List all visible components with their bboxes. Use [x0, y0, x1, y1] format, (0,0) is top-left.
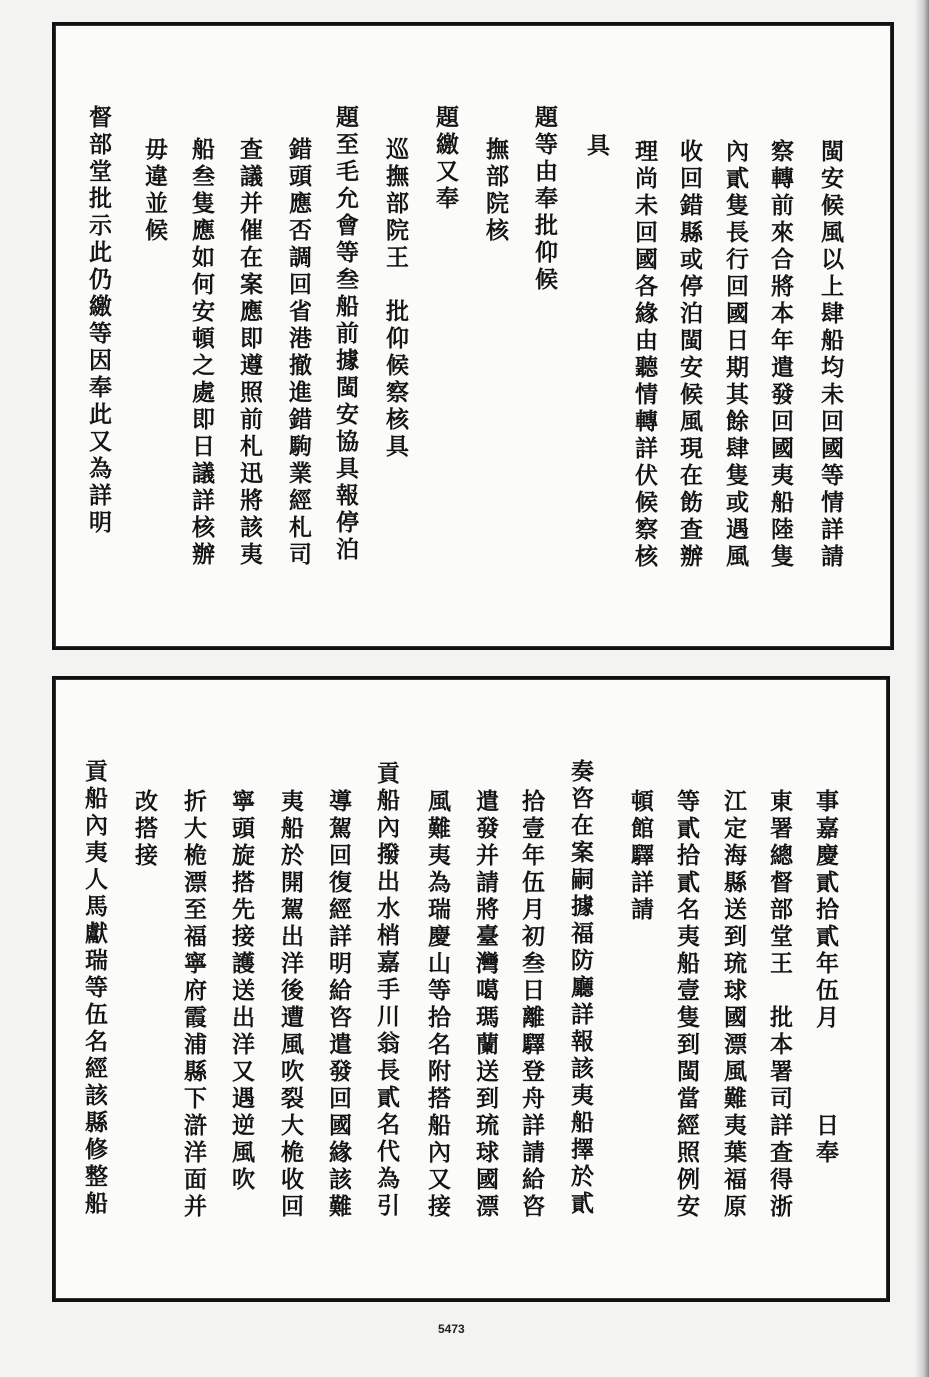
- page-number: 5473: [438, 1322, 465, 1336]
- text-column: 事嘉慶貳拾貳年伍月 日奉: [812, 789, 839, 1167]
- text-column: 夷船於開駕出洋後遭風吹裂大桅收回: [277, 789, 304, 1221]
- text-column: 導駕回復經詳明給咨遣發回國緣該難: [325, 789, 352, 1221]
- text-column: 題等由奉批仰候: [531, 105, 558, 294]
- text-column: 奏咨在案嗣據福防廳詳報該夷船擇於貳: [567, 759, 594, 1218]
- text-column: 撫部院核: [482, 137, 509, 245]
- page-edge-shadow: [915, 0, 929, 1377]
- text-column: 等貳拾貳名夷船壹隻到閩當經照例安: [673, 789, 700, 1221]
- text-column: 題繳又奉: [432, 105, 459, 213]
- text-column: 巡撫部院王 批仰候察核具: [382, 137, 409, 461]
- text-column: 具: [583, 133, 610, 160]
- bottom-text-panel: [52, 676, 890, 1302]
- text-column: 督部堂批示此仍繳等因奉此又為詳明: [85, 105, 112, 537]
- text-column: 拾壹年伍月初叁日離驛登舟詳請給咨: [518, 789, 545, 1221]
- text-column: 改搭接: [131, 789, 158, 870]
- text-column: 貢船內夷人馬獻瑞等伍名經該縣修整船: [81, 759, 108, 1218]
- text-column: 折大桅漂至福寧府霞浦縣下滸洋面并: [180, 789, 207, 1221]
- text-column: 理尚未回國各緣由聽情轉詳伏候察核: [631, 139, 658, 571]
- text-column: 查議并催在案應即遵照前札迅將該夷: [236, 137, 263, 569]
- text-column: 頓館驛詳請: [627, 789, 654, 924]
- text-column: 風難夷為瑞慶山等拾名附搭船內又接: [424, 789, 451, 1221]
- text-column: 毋違並候: [141, 137, 168, 245]
- text-column: 題至毛允會等叁船前據閩安協具報停泊: [332, 105, 359, 564]
- text-column: 閩安候風以上肆船均未回國等情詳請: [817, 139, 844, 571]
- text-column: 江定海縣送到琉球國漂風難夷葉福原: [720, 789, 747, 1221]
- text-column: 東署總督部堂王 批本署司詳查得浙: [766, 789, 793, 1221]
- text-column: 內貳隻長行回國日期其餘肆隻或遇風: [722, 139, 749, 571]
- text-column: 船叁隻應如何安頓之處即日議詳核辦: [188, 137, 215, 569]
- top-text-panel: [52, 22, 894, 650]
- text-column: 收回錯縣或停泊閩安候風現在飭查辦: [676, 139, 703, 571]
- text-column: 寧頭旋搭先接護送出洋又遇逆風吹: [228, 789, 255, 1194]
- text-column: 遣發并請將臺灣噶瑪蘭送到琉球國漂: [472, 789, 499, 1221]
- text-column: 貢船內撥出水梢嘉手川翁長貳名代為引: [373, 761, 400, 1220]
- text-column: 察轉前來合將本年遣發回國夷船陸隻: [767, 139, 794, 571]
- text-column: 錯頭應否調回省港撤進錯駒業經札司: [285, 137, 312, 569]
